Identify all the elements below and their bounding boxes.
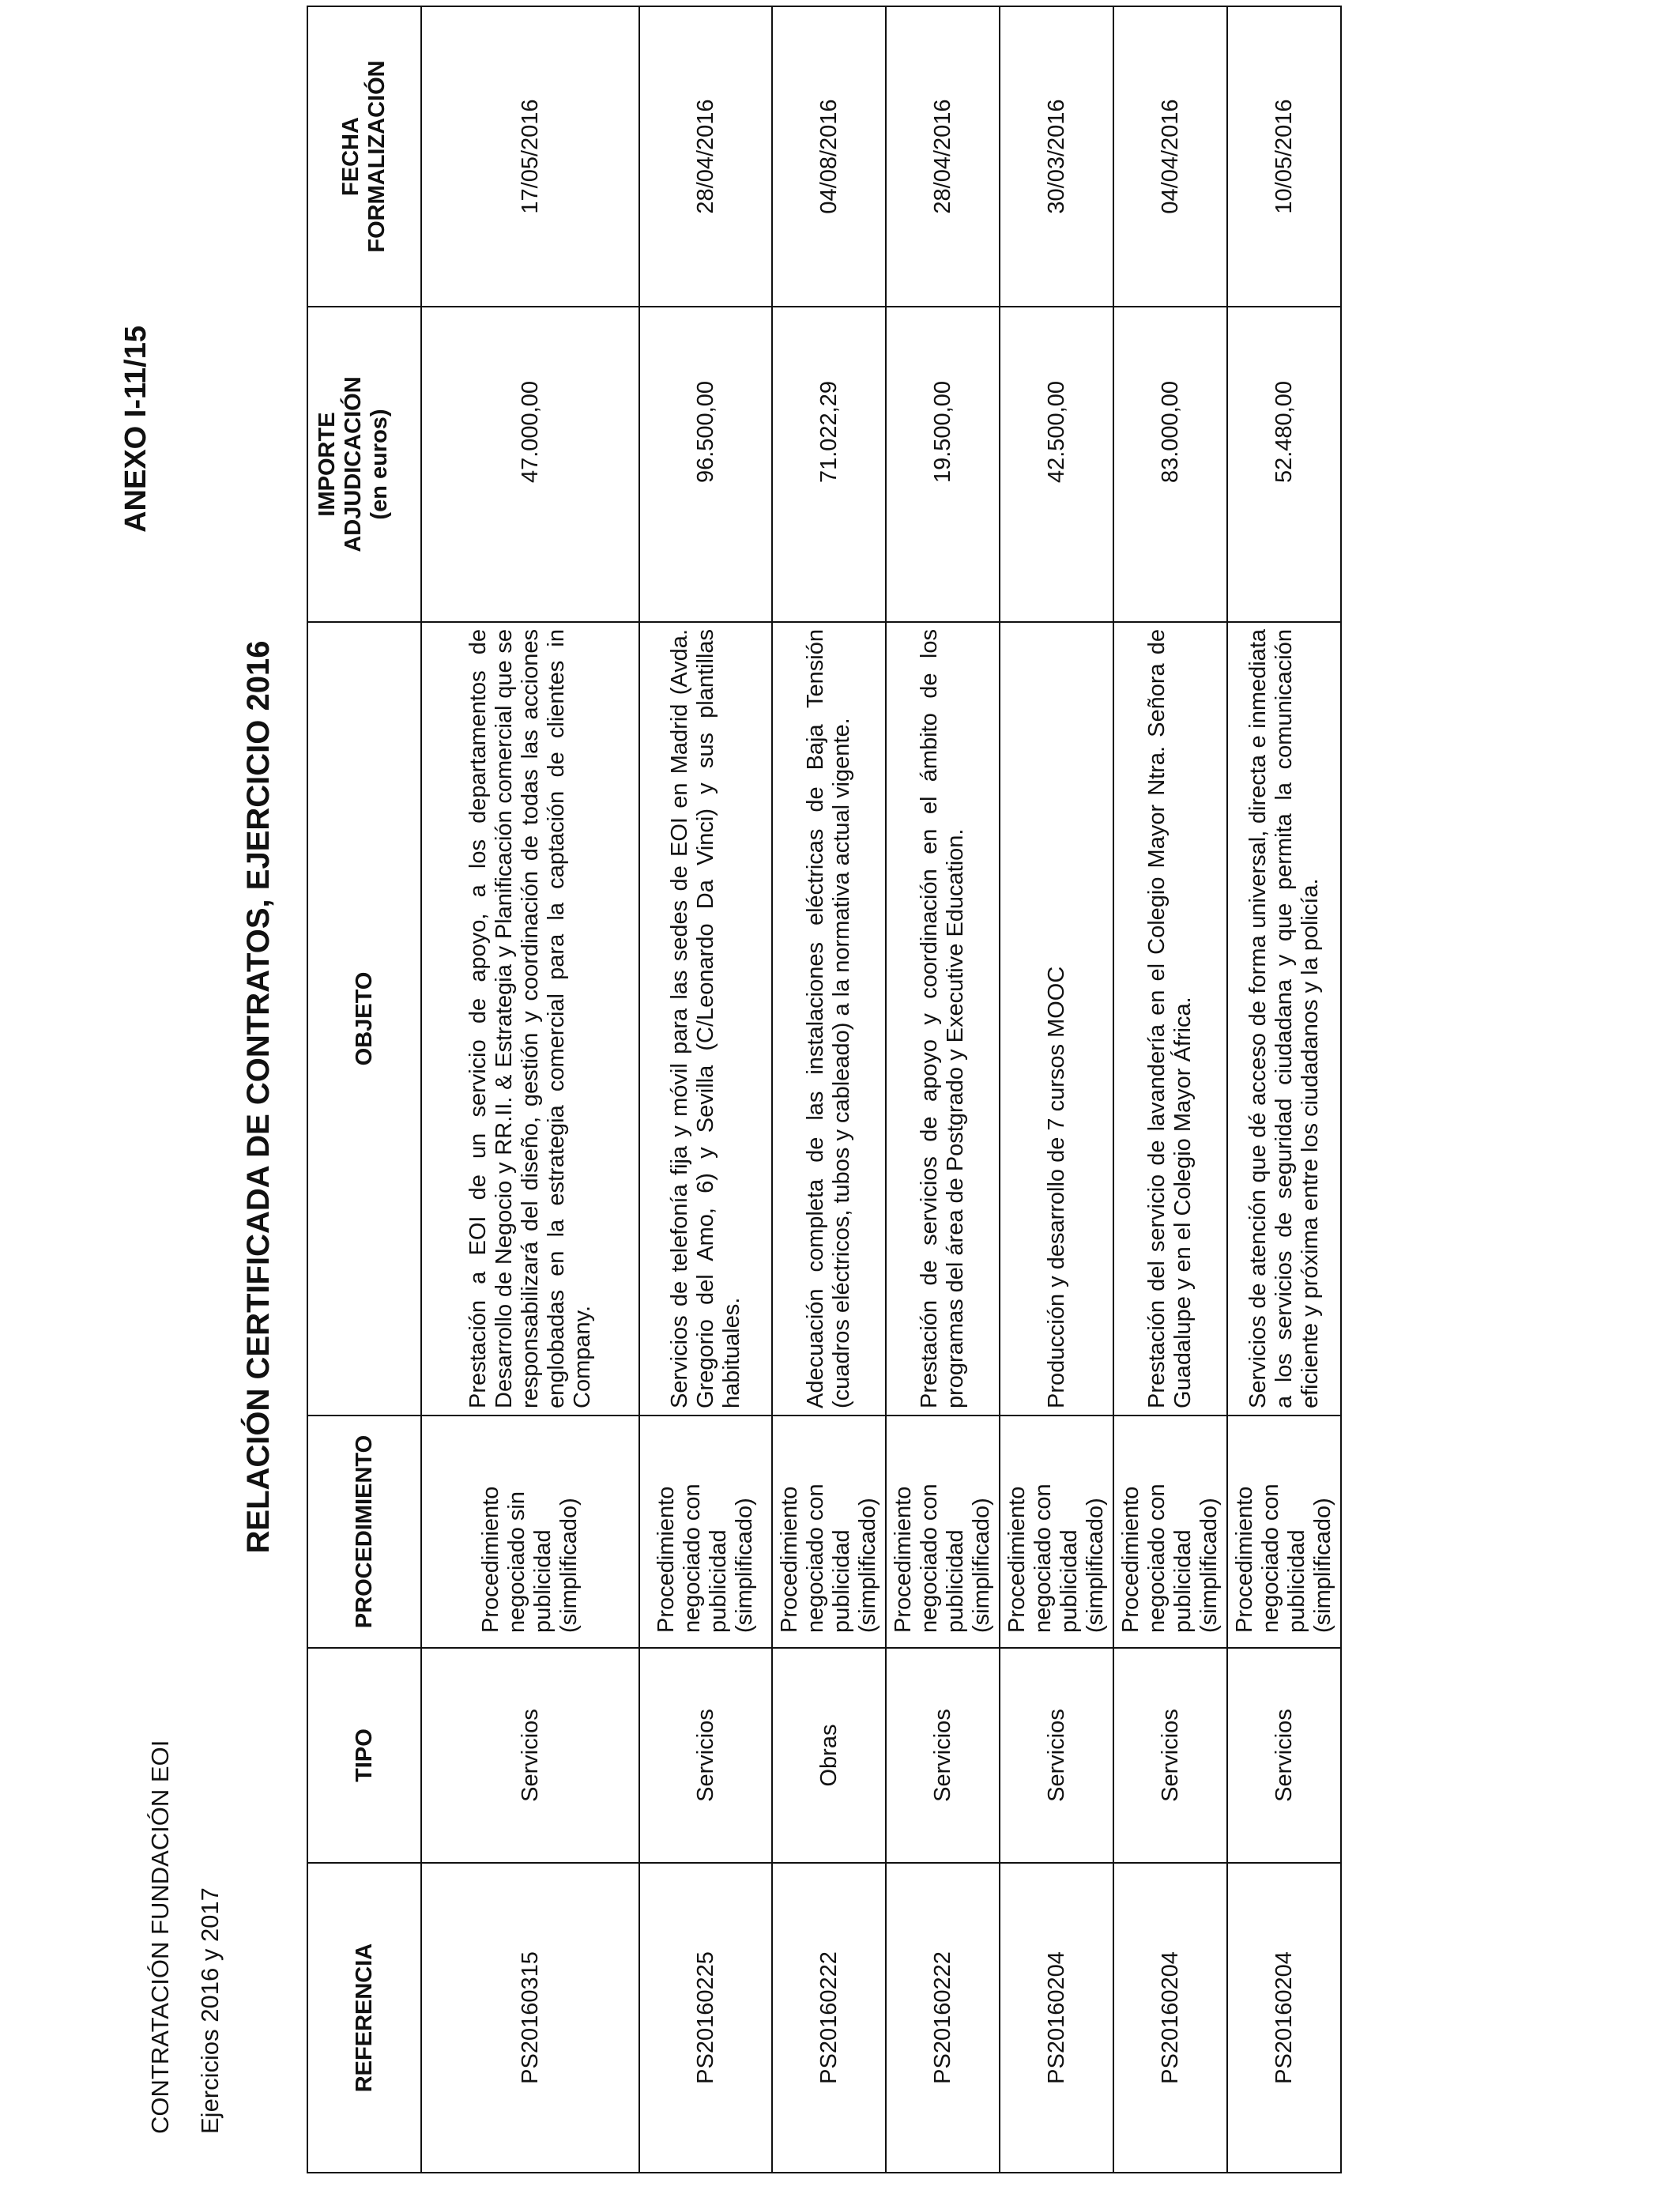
col-header-fecha-line1: FECHA	[338, 117, 363, 196]
cell-procedimiento: Procedimiento negociado con publicidad (simplificado)	[886, 1416, 1000, 1648]
table-row	[1113, 6, 1227, 2173]
cell-referencia: PS20160222	[772, 1863, 886, 2173]
cell-procedimiento: Procedimiento negociado con publicidad (simplificado)	[1227, 1416, 1341, 1648]
cell-procedimiento: Procedimiento negociado sin publicidad (simplificado)	[421, 1416, 639, 1648]
cell-fecha: 10/05/2016	[1227, 6, 1341, 307]
cell-procedimiento: Procedimiento negociado con publicidad (simplificado)	[639, 1416, 772, 1648]
cell-procedimiento: Procedimiento negociado con publicidad (simplificado)	[772, 1416, 886, 1648]
cell-importe: 19.500,00	[886, 307, 1000, 622]
cell-tipo: Servicios	[1000, 1648, 1113, 1863]
organization-label: CONTRATACIÓN FUNDACIÓN EOI	[146, 1740, 174, 2134]
col-header-objeto: OBJETO	[307, 622, 421, 1416]
cell-referencia: PS20160225	[639, 1863, 772, 2173]
cell-referencia: PS20160204	[1000, 1863, 1113, 2173]
col-header-referencia: REFERENCIA	[307, 1863, 421, 2173]
cell-importe: 52.480,00	[1227, 307, 1341, 622]
cell-fecha: 28/04/2016	[886, 6, 1000, 307]
table-row	[421, 6, 639, 2173]
col-header-tipo: TIPO	[307, 1648, 421, 1863]
col-header-fecha	[307, 6, 421, 307]
cell-objeto: Prestación del servicio de lavandería en el Colegio Mayor Ntra. Señora de Guadalupe y en el Colegio Mayor África.	[1113, 622, 1227, 1416]
cell-importe: 47.000,00	[421, 307, 639, 622]
cell-fecha: 30/03/2016	[1000, 6, 1113, 307]
contracts-table	[307, 6, 1342, 2173]
col-header-importe	[307, 307, 421, 622]
cell-objeto: Servicios de atención que dé acceso de forma universal, directa e inmediata a los servicios de seguridad ciudadana y que permita la comunicación eficiente y próxima entre los ciudadanos y la policía.	[1227, 622, 1341, 1416]
cell-tipo: Servicios	[639, 1648, 772, 1863]
col-header-importe-line2: ADJUDICACIÓN	[341, 376, 366, 552]
cell-tipo: Obras	[772, 1648, 886, 1863]
cell-tipo: Servicios	[886, 1648, 1000, 1863]
cell-objeto: Adecuación completa de las instalaciones eléctricas de Baja Tensión (cuadros eléctricos, tubos y cableado) a la normativa actual vigente.	[772, 622, 886, 1416]
table-row	[886, 6, 1000, 2173]
cell-importe: 71.022,29	[772, 307, 886, 622]
cell-importe: 42.500,00	[1000, 307, 1113, 622]
cell-importe: 83.000,00	[1113, 307, 1227, 622]
table-row	[1227, 6, 1341, 2173]
col-header-fecha-line2: FORMALIZACIÓN	[364, 60, 390, 253]
cell-procedimiento: Procedimiento negociado con publicidad (simplificado)	[1113, 1416, 1227, 1648]
page-title: RELACIÓN CERTIFICADA DE CONTRATOS, EJERCICIO 2016	[241, 640, 276, 1554]
table-header-row	[307, 6, 421, 2173]
cell-referencia: PS20160315	[421, 1863, 639, 2173]
cell-importe: 96.500,00	[639, 307, 772, 622]
cell-tipo: Servicios	[421, 1648, 639, 1863]
table-row	[639, 6, 772, 2173]
years-label: Ejercicios 2016 y 2017	[196, 1887, 224, 2134]
cell-objeto: Producción y desarrollo de 7 cursos MOOC	[1000, 622, 1113, 1416]
annex-label: ANEXO I-11/15	[119, 326, 153, 533]
col-header-procedimiento: PROCEDIMIENTO	[307, 1416, 421, 1648]
table-row	[772, 6, 886, 2173]
cell-tipo: Servicios	[1113, 1648, 1227, 1863]
cell-fecha: 04/08/2016	[772, 6, 886, 307]
col-header-importe-line3: (en euros)	[367, 409, 392, 520]
cell-objeto: Prestación a EOI de un servicio de apoyo, a los departamentos de Desarrollo de Negocio y RR.II. & Estrategia y Planificación comercial que se responsabilizará del diseño, gestión y coordinación de todas las acciones englobadas en la estrategia comercial para la captación de clientes in Company.	[421, 622, 639, 1416]
table-row	[1000, 6, 1113, 2173]
col-header-importe-line1: IMPORTE	[315, 412, 340, 517]
cell-procedimiento: Procedimiento negociado con publicidad (simplificado)	[1000, 1416, 1113, 1648]
cell-objeto: Servicios de telefonía fija y móvil para las sedes de EOI en Madrid (Avda. Gregorio del Amo, 6) y Sevilla (C/Leonardo Da Vinci) y sus plantillas habituales.	[639, 622, 772, 1416]
cell-referencia: PS20160222	[886, 1863, 1000, 2173]
cell-fecha: 17/05/2016	[421, 6, 639, 307]
cell-fecha: 04/04/2016	[1113, 6, 1227, 307]
cell-referencia: PS20160204	[1227, 1863, 1341, 2173]
cell-fecha: 28/04/2016	[639, 6, 772, 307]
cell-referencia: PS20160204	[1113, 1863, 1227, 2173]
cell-tipo: Servicios	[1227, 1648, 1341, 1863]
cell-objeto: Prestación de servicios de apoyo y coordinación en el ámbito de los programas del área de Postgrado y Executive Education.	[886, 622, 1000, 1416]
